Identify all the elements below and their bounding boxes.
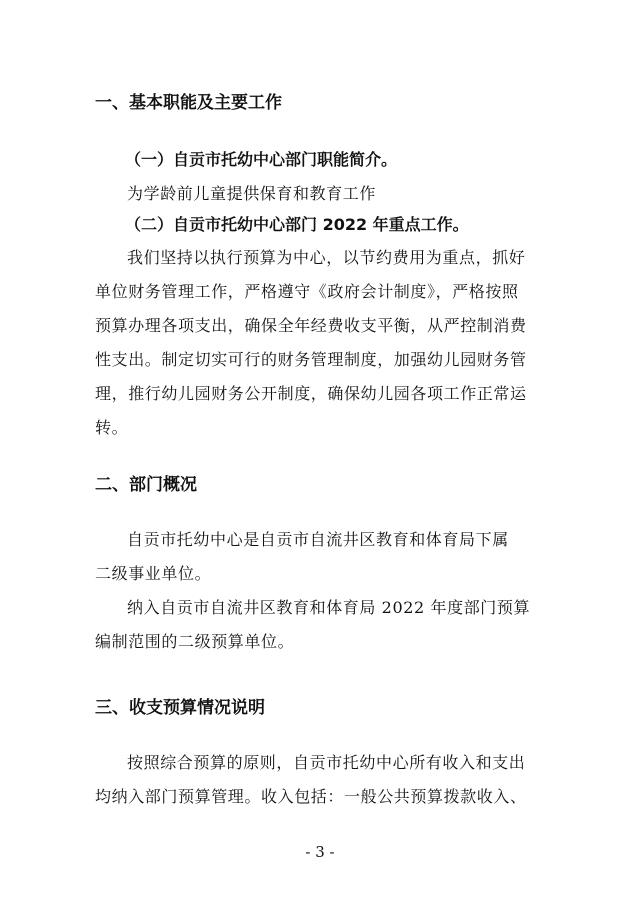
- page-number: - 3 -: [305, 843, 335, 861]
- section1-sub2-heading: （二）自贡市托幼中心部门 2022 年重点工作。: [125, 215, 469, 234]
- section1-heading: 一、基本职能及主要工作: [95, 93, 282, 113]
- section1-sub1-heading: （一）自贡市托幼中心部门职能简介。: [125, 150, 398, 169]
- section3-p1-line: 均纳入部门预算管理。收入包括：一般公共预算拨款收入、: [95, 787, 527, 806]
- section1-sub1-text: 为学龄前儿童提供保育和教育工作: [127, 184, 377, 203]
- section1-sub2-line: 我们坚持以执行预算为中心，以节约费用为重点，抓好: [127, 248, 526, 267]
- section1-sub2-line: 预算办理各项支出，确保全年经费收支平衡，从严控制消费: [95, 316, 527, 335]
- section2-p1-line: 自贡市托幼中心是自贡市自流井区教育和体育局下属: [127, 530, 509, 549]
- section1-sub2-line: 转。: [95, 418, 129, 437]
- section2-p2-line: 纳入自贡市自流井区教育和体育局 2022 年度部门预算: [127, 598, 531, 617]
- section3-p1-line: 按照综合预算的原则，自贡市托幼中心所有收入和支出: [127, 753, 526, 772]
- section2-heading: 二、部门概况: [95, 475, 197, 495]
- section1-sub2-line: 性支出。制定切实可行的财务管理制度，加强幼儿园财务管: [95, 350, 527, 369]
- section3-heading: 三、收支预算情况说明: [95, 698, 265, 718]
- section2-p2-line: 编制范围的二级预算单位。: [95, 632, 295, 651]
- section1-sub2-line: 理，推行幼儿园财务公开制度，确保幼儿园各项工作正常运: [95, 384, 527, 403]
- section2-p1-line: 二级事业单位。: [95, 564, 212, 583]
- section1-sub2-line: 单位财务管理工作，严格遵守《政府会计制度》，严格按照: [95, 282, 519, 301]
